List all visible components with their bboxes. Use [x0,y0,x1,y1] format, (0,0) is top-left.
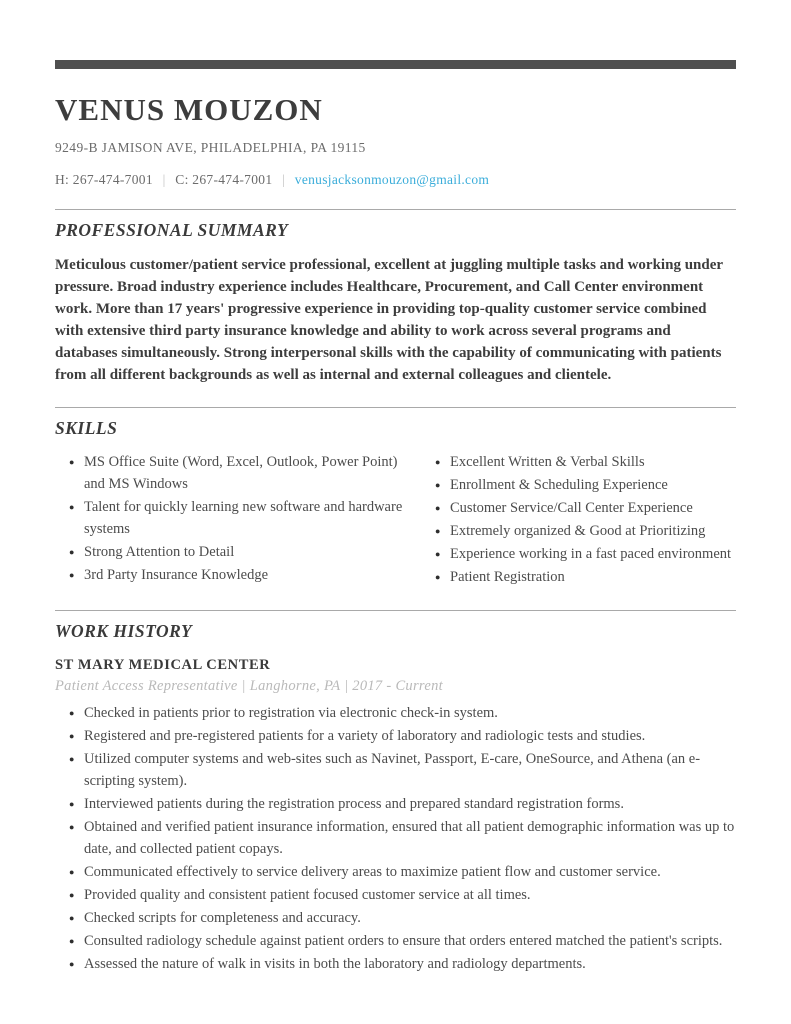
resume-header [55,93,736,188]
section-work-history [55,610,736,975]
skills-columns [55,451,736,589]
section-title-skills: SKILLS [55,418,118,439]
section-title-professional-summary: PROFESSIONAL SUMMARY [55,220,289,241]
skill-text: Talent for quickly learning new software and hardware systems [84,499,403,538]
skills-right-column [421,451,736,589]
skill-text: Experience working in a fast paced environment [450,546,732,563]
skill-text: Excellent Written & Verbal Skills [450,454,645,471]
job-duty-text: Communicated effectively to service delivery areas to maximize patient flow and customer service. [84,864,661,881]
job-duty-item [69,930,736,952]
skill-item [69,564,421,586]
job-duty-text: Assessed the nature of walk in visits in both the laboratory and radiology departments. [84,956,586,973]
separator-pipe: | [282,172,286,188]
email-link[interactable]: venusjacksonmouzon@gmail.com [294,172,490,188]
section-title-work-history: WORK HISTORY [55,621,193,642]
job-duty-text: Consulted radiology schedule against patient orders to ensure that orders entered matched the patient's scripts. [84,933,723,950]
skill-text: MS Office Suite (Word, Excel, Outlook, Power Point) and MS Windows [84,454,398,493]
job-duty-text: Obtained and verified patient insurance information, ensured that all patient demographic information was up to date, and collected patient copays. [84,819,735,858]
skill-item [435,543,736,565]
job-duty-text: Checked in patients prior to registration via electronic check-in system. [84,705,498,722]
job-duty-item [69,793,736,815]
job-duty-item [69,861,736,883]
skill-item [435,474,736,496]
skill-text: 3rd Party Insurance Knowledge [84,567,269,584]
section-skills [55,407,736,589]
skills-left-column [55,451,421,589]
job-title-line: Patient Access Representative | Langhorne, PA | 2017 - Current [55,678,443,695]
skill-item [69,451,421,495]
contact-line [55,172,736,188]
section-divider [55,610,736,611]
cell-phone: C: 267-474-7001 [175,172,273,188]
job-duty-item [69,953,736,975]
job-duty-item [69,907,736,929]
candidate-name: VENUS MOUZON [55,92,323,127]
candidate-address: 9249-B JAMISON AVE, PHILADELPHIA, PA 19115 [55,140,366,156]
skill-text: Strong Attention to Detail [84,544,235,561]
home-phone: H: 267-474-7001 [55,172,153,188]
job-duty-text: Registered and pre-registered patients for a variety of laboratory and radiologic tests and studies. [84,728,646,745]
job-duty-text: Provided quality and consistent patient focused customer service at all times. [84,887,531,904]
job-duties-list [55,702,736,975]
skill-item [69,541,421,563]
job-duty-item [69,748,736,792]
separator-pipe: | [162,172,166,188]
job-duty-item [69,884,736,906]
skill-text: Extremely organized & Good at Prioritizing [450,523,706,540]
job-duty-text: Checked scripts for completeness and accuracy. [84,910,361,927]
employer-name: ST MARY MEDICAL CENTER [55,657,271,674]
section-divider [55,407,736,408]
skill-text: Enrollment & Scheduling Experience [450,477,668,494]
resume-page [55,0,736,975]
summary-text: Meticulous customer/patient service professional, excellent at juggling multiple tasks and working under pressure. Broad industry experience includes Healthcare, Procurement, and Call Center environment work. More than 17 years' progressive experience in providing top-quality customer service combined with extensive third party insurance knowledge and ability to work across several programs and databases simultaneously. Strong interpersonal skills with the capability of communicating with patients from all different backgrounds as well as internal and external colleagues and clientele. [55,257,723,384]
job-duty-text: Utilized computer systems and web-sites such as Navinet, Passport, E-care, OneSource, and Athena (an e-scripting system). [84,751,701,790]
skill-text: Patient Registration [450,569,565,586]
header-accent-bar [55,60,736,69]
job-duty-item [69,702,736,724]
skill-item [435,520,736,542]
skill-item [435,497,736,519]
job-duty-item [69,816,736,860]
skill-item [435,451,736,473]
section-divider [55,209,736,210]
job-entry [55,657,736,975]
skill-text: Customer Service/Call Center Experience [450,500,693,517]
job-duty-text: Interviewed patients during the registration process and prepared standard registration forms. [84,796,624,813]
skill-item [69,496,421,540]
section-professional-summary [55,209,736,386]
skill-item [435,566,736,588]
job-duty-item [69,725,736,747]
